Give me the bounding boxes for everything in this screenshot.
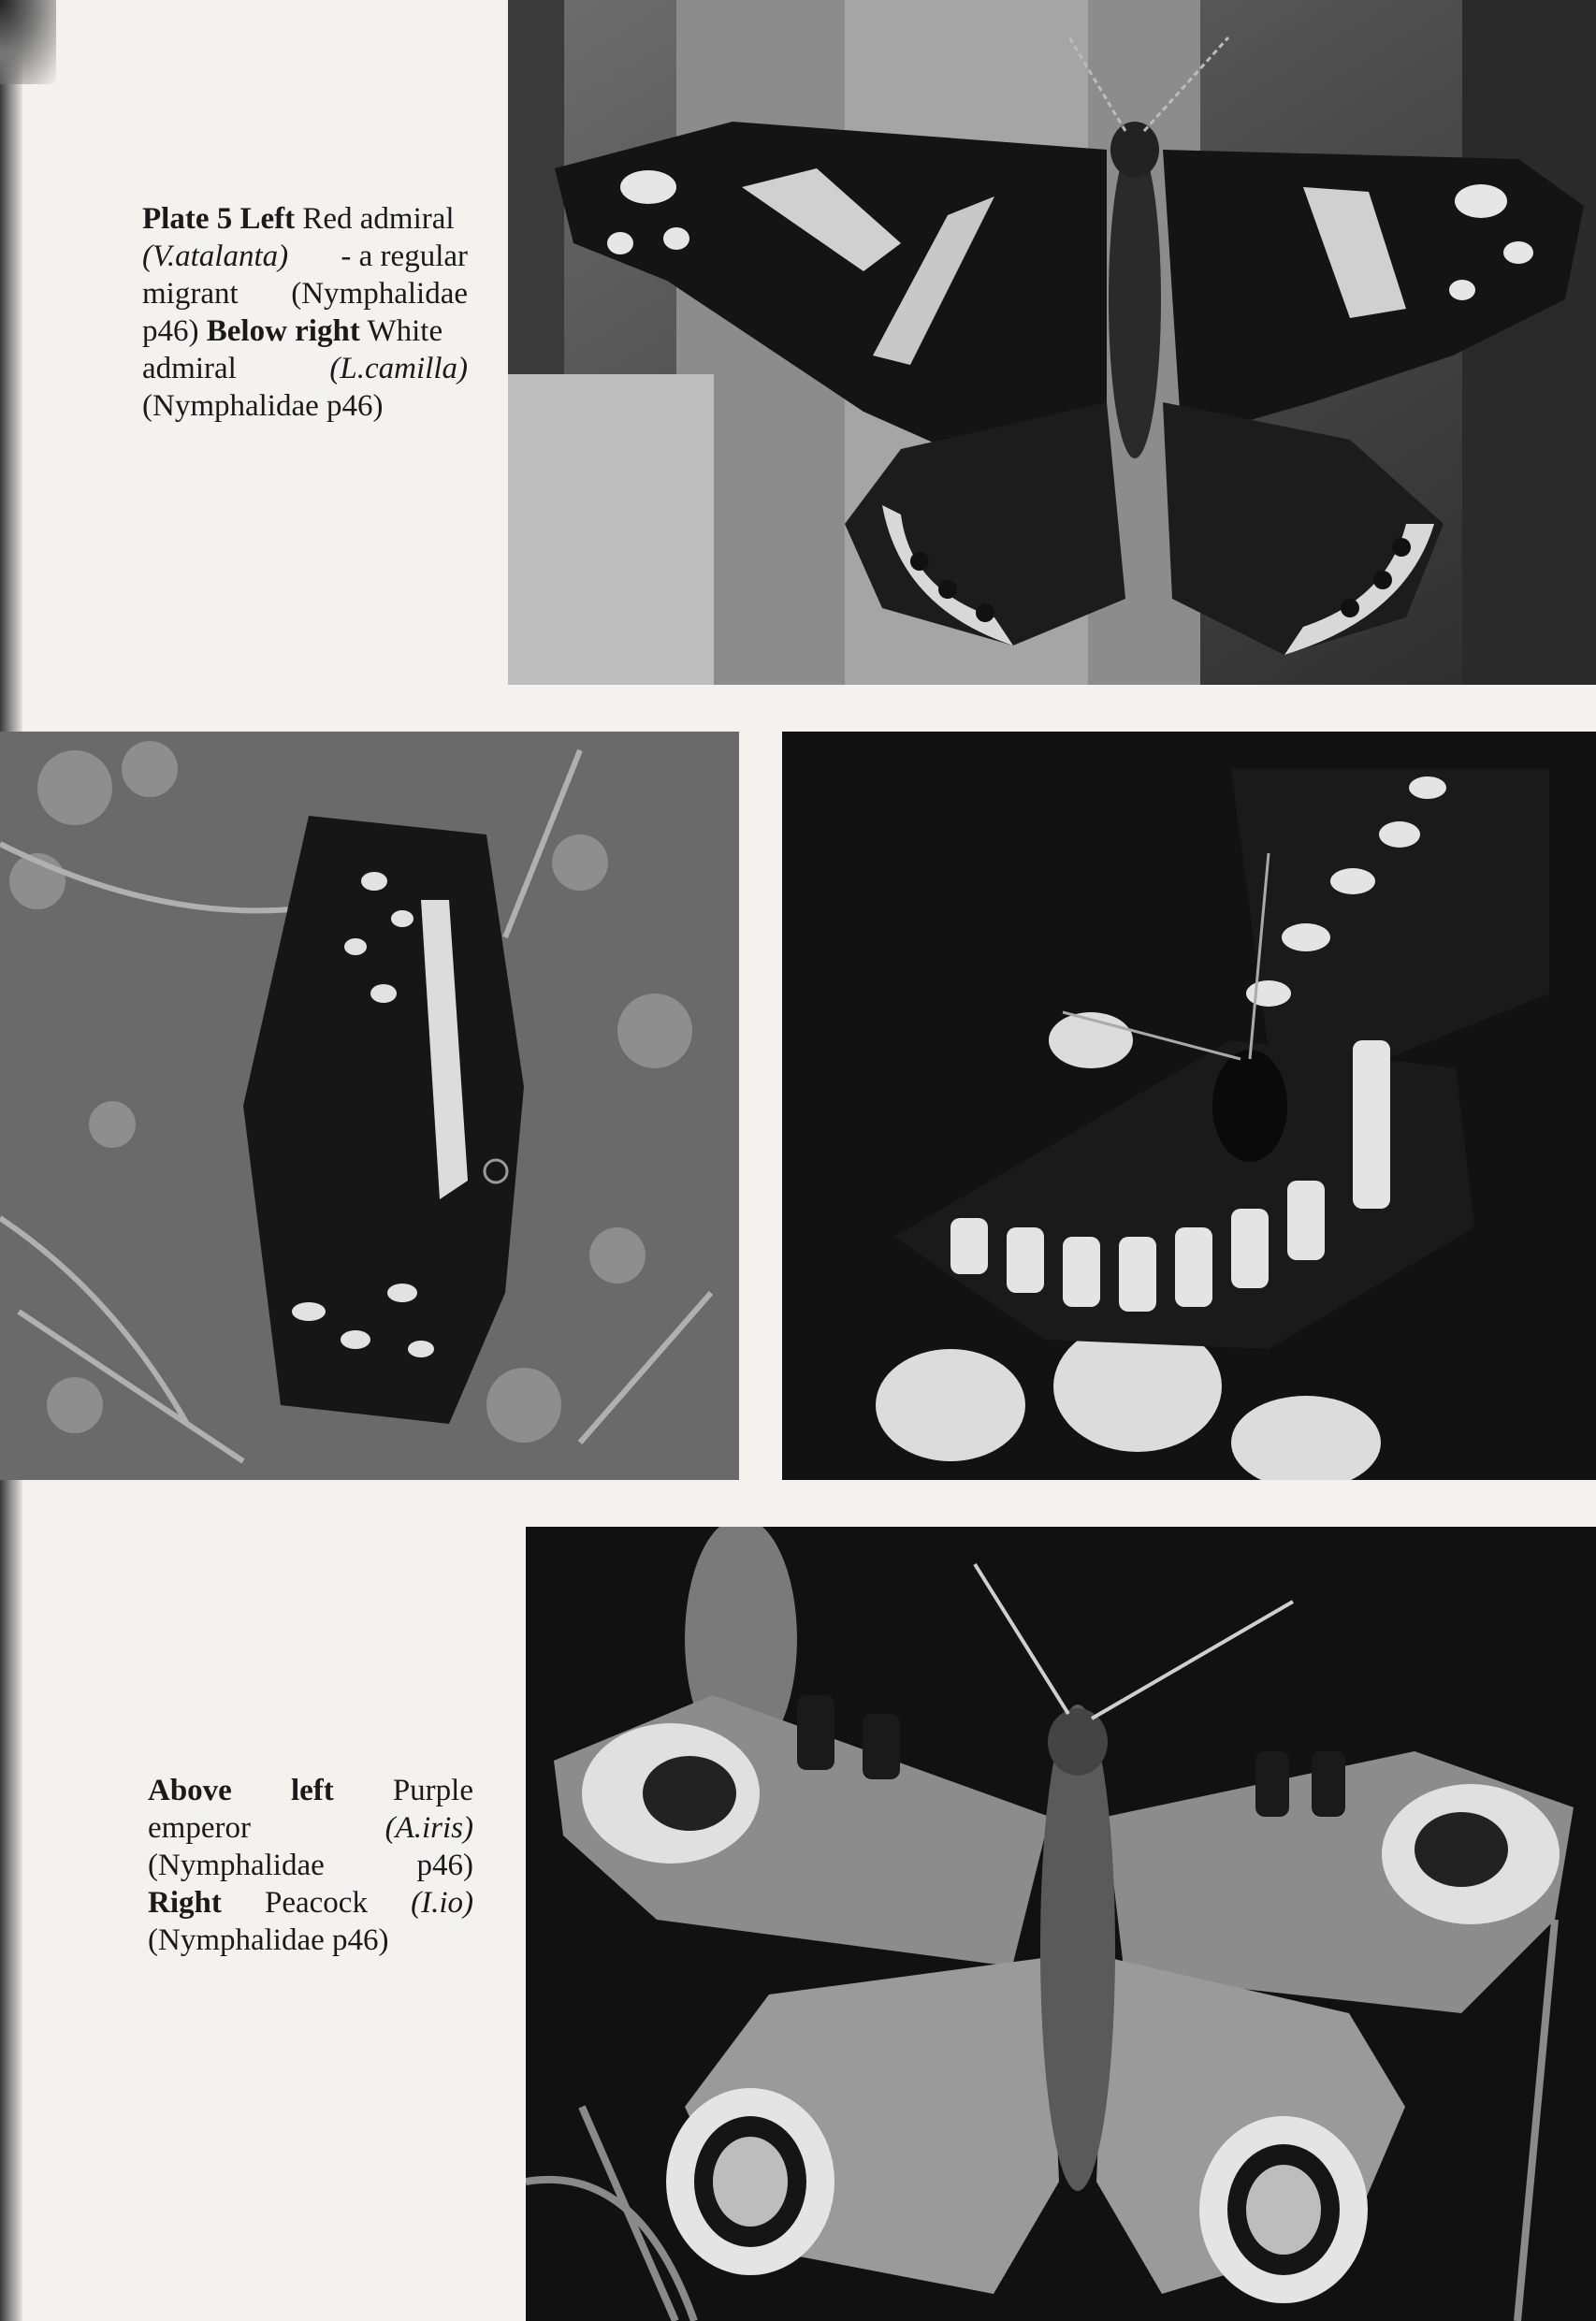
species-name: (V.atalanta) bbox=[142, 239, 289, 273]
left-label: Left bbox=[239, 202, 296, 236]
plate-label: Plate 5 bbox=[142, 202, 233, 236]
caption-text: emperor bbox=[148, 1811, 251, 1845]
caption-text: migrant bbox=[142, 277, 239, 311]
left-label: left bbox=[290, 1774, 334, 1807]
photo-red-admiral bbox=[508, 0, 1596, 685]
caption-text: Purple bbox=[392, 1774, 473, 1807]
caption-purple-emperor-and-peacock bbox=[148, 1772, 473, 1959]
caption-text: Peacock bbox=[265, 1886, 368, 1920]
family-reference: (Nymphalidae p46) bbox=[142, 389, 384, 423]
photo-purple-emperor bbox=[0, 732, 739, 1480]
right-label: Right bbox=[148, 1886, 222, 1920]
family-reference: p46) bbox=[416, 1849, 473, 1882]
family-reference: (Nymphalidae p46) bbox=[148, 1923, 389, 1957]
photo-peacock bbox=[526, 1527, 1596, 2321]
family-reference: (Nymphalidae bbox=[291, 277, 468, 311]
family-reference: (Nymphalidae bbox=[148, 1849, 325, 1882]
caption-text: - a regular bbox=[341, 239, 468, 273]
caption-text: White bbox=[367, 314, 443, 348]
family-reference: p46) bbox=[142, 314, 199, 348]
caption-text: admiral bbox=[142, 352, 237, 385]
species-name: (L.camilla) bbox=[329, 352, 468, 385]
below-right-label: Below right bbox=[206, 314, 360, 348]
species-name: (I.io) bbox=[411, 1886, 473, 1920]
species-name: (A.iris) bbox=[384, 1811, 473, 1845]
photo-white-admiral bbox=[782, 732, 1596, 1480]
binding-shadow-corner bbox=[0, 0, 56, 84]
above-label: Above bbox=[148, 1774, 232, 1807]
caption-text: Red admiral bbox=[302, 202, 455, 236]
caption-red-and-white-admiral bbox=[142, 200, 468, 425]
